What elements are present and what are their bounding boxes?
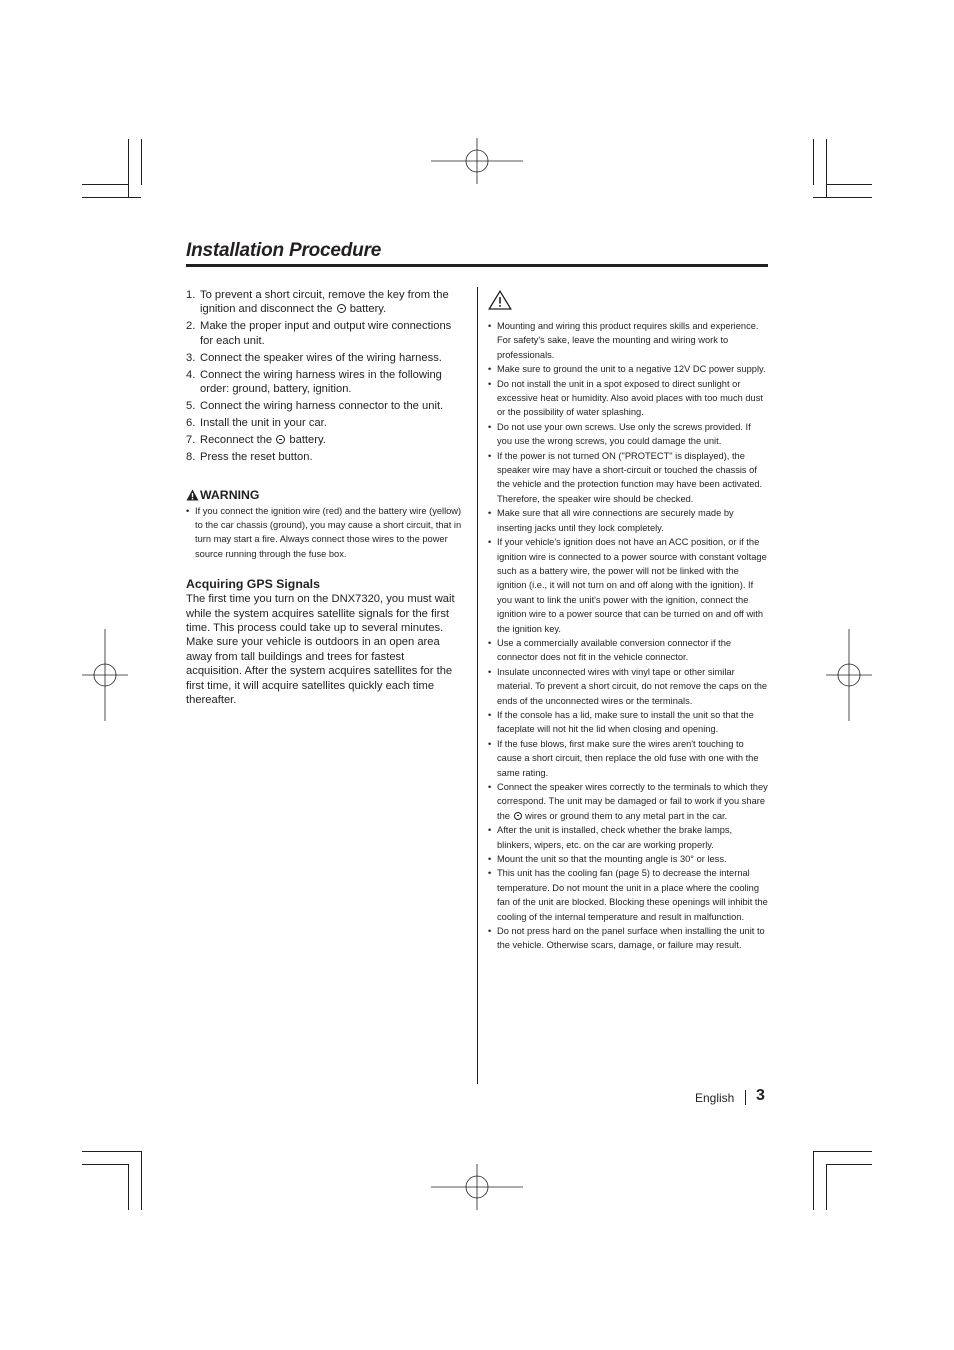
crop-mark (82, 184, 129, 185)
warning-heading-text: WARNING (200, 487, 260, 502)
bullet: • (488, 782, 492, 792)
crop-mark (826, 1164, 872, 1165)
crop-mark (826, 1164, 827, 1210)
list-item-text: Insulate unconnected wires with vinyl tape or other similar material. To prevent a short circuit, do not remove the caps on the ends of the unconnected wires or the terminals. (497, 666, 768, 706)
list-item (488, 362, 768, 376)
list-item (488, 737, 768, 780)
list-item-text: Do not press hard on the panel surface when installing the unit to the vehicle. Otherwise scars, damage, or failure may result. (497, 926, 765, 951)
list-item (488, 780, 768, 823)
list-item-text: If the power is not turned ON ("PROTECT" is displayed), the speaker wire may have a short-circuit or touched the chassis of the vehicle and the protection function may have been activated. Therefore, the speaker wire should be checked. (497, 450, 763, 504)
minus-circle-icon (514, 812, 522, 820)
crop-mark (813, 1151, 814, 1210)
step-item (186, 368, 462, 397)
crop-mark (826, 139, 827, 198)
crop-mark (82, 197, 141, 198)
step-item (186, 319, 462, 348)
step-text: Connect the wiring harness wires in the following order: ground, battery, ignition. (200, 368, 442, 396)
list-item (488, 708, 768, 737)
bullet: • (488, 537, 492, 548)
bullet: • (488, 508, 492, 519)
registration-mark-icon (431, 138, 523, 184)
page-title: Installation Procedure (186, 240, 382, 261)
right-column (488, 290, 768, 953)
column-divider (477, 287, 478, 1084)
list-item (488, 506, 768, 535)
crop-mark (813, 1151, 872, 1152)
crop-mark (128, 139, 129, 198)
list-item-text: If the console has a lid, make sure to install the unit so that the faceplate will not hit the lid when closing and opening. (497, 709, 754, 735)
bullet: • (488, 321, 492, 331)
minus-circle-icon (276, 435, 285, 444)
list-item (488, 377, 768, 420)
installation-steps (186, 288, 462, 465)
list-item-text: After the unit is installed, check whether the brake lamps, blinkers, wipers, etc. on the car are working properly. (497, 825, 733, 850)
gps-body: The first time you turn on the DNX7320, you must wait while the system acquires satellite signals for the first time. This process could take up to several minutes. Make sure your vehicle is outdoors in an open area away from tall buildings and trees for fastest acquisition. After the system acquires satellites for the first time, it will acquire satellites quickly each time thereafter. (186, 593, 455, 707)
step-text: Make the proper input and output wire connections for each unit. (200, 320, 452, 347)
bullet: • (488, 868, 492, 879)
left-column (186, 288, 462, 708)
title-rule (186, 264, 768, 267)
list-item-text: If you connect the ignition wire (red) and the battery wire (yellow) to the car chassis (ground), you may cause a short circuit, that in turn may start a fire. Always connect those wires to the power source running through the fuse box. (195, 505, 462, 559)
crop-mark (813, 139, 814, 185)
list-item-text: Connect the speaker wires correctly to the terminals to which they correspond. The unit may be damaged or fail to work if you share the (497, 782, 768, 821)
list-item-text: Do not use your own screws. Use only the screws provided. If you use the wrong screws, you could damage the unit. (497, 421, 751, 447)
step-number: 4. (186, 368, 196, 381)
list-item-text: If the fuse blows, first make sure the wires aren't touching to cause a short circuit, then replace the old fuse with one with the same rating. (497, 738, 759, 778)
list-item-text: This unit has the cooling fan (page 5) to decrease the internal temperature. Do not mount the unit in a place where the cooling fan of the unit are blocked. Blocking these openings will inhibit the cooling of the internal temperature and result in malfunction. (497, 868, 768, 922)
footer-divider (745, 1090, 746, 1105)
step-item (186, 288, 462, 317)
bullet: • (488, 666, 492, 677)
bullet: • (488, 825, 492, 836)
list-item-text: Do not install the unit in a spot exposed to direct sunlight or excessive heat or humidity. Also avoid places with too much dust or the possibility of water splashing. (497, 378, 763, 418)
bullet: • (488, 450, 492, 461)
page-number: 3 (756, 1087, 765, 1104)
crop-mark (813, 197, 872, 198)
step-item (186, 351, 462, 365)
list-item (488, 535, 768, 636)
step-number: 2. (186, 320, 196, 333)
list-item (488, 420, 768, 449)
minus-circle-icon (337, 304, 346, 313)
list-item-text: Make sure that all wire connections are securely made by inserting jacks until they lock completely. (497, 508, 734, 533)
step-text: Connect the speaker wires of the wiring harness. (200, 351, 442, 364)
warning-triangle-icon (186, 489, 199, 501)
step-item (186, 399, 462, 413)
crop-mark (826, 184, 872, 185)
list-item (186, 504, 462, 562)
registration-mark-icon (82, 629, 128, 721)
footer-language: English (695, 1091, 735, 1105)
bullet: • (488, 421, 492, 432)
step-text: Install the unit in your car. (200, 417, 327, 430)
list-item (488, 665, 768, 708)
list-item-text: If your vehicle's ignition does not have an ACC position, or if the ignition wire is connected to a power source with constant voltage such as a battery wire, the power will not be linked with the ignition (i.e., it will not turn on and off along with the ignition). If you want to link the unit's power with the ignition, connect the ignition wire to a power source that can be turned on and off with the ignition key. (497, 537, 767, 634)
step-text: battery. (289, 434, 326, 447)
list-item-text: Mounting and wiring this product requires skills and experience. For safety's sake, leave the mounting and wiring work to professionals. (497, 321, 759, 360)
step-text: To prevent a short circuit, remove the key from the ignition and disconnect the (200, 289, 449, 316)
bullet: • (186, 505, 190, 516)
bullet: • (488, 854, 492, 865)
step-number: 1. (186, 289, 196, 301)
list-item (488, 852, 768, 866)
crop-mark (82, 1151, 141, 1152)
bullet: • (488, 378, 492, 389)
step-number: 3. (186, 351, 196, 364)
registration-mark-icon (826, 629, 872, 721)
bullet: • (488, 738, 492, 749)
crop-mark (82, 1164, 129, 1165)
step-item (186, 433, 462, 447)
list-item-text: Make sure to ground the unit to a negative 12V DC power supply. (497, 364, 766, 375)
step-number: 7. (186, 434, 196, 447)
list-item-text: Use a commercially available conversion connector if the connector does not fit in the vehicle connector. (497, 637, 732, 663)
bullet: • (488, 926, 492, 937)
caution-triangle-icon (488, 290, 512, 310)
crop-mark (141, 1151, 142, 1210)
warning-list (186, 504, 462, 562)
gps-heading: Acquiring GPS Signals (186, 577, 320, 592)
crop-mark (141, 139, 142, 185)
list-item (488, 924, 768, 953)
step-text: Connect the wiring harness connector to the unit. (200, 400, 444, 413)
list-item (488, 449, 768, 507)
list-item-text: wires or ground them to any metal part in the car. (525, 810, 728, 821)
list-item-text: Mount the unit so that the mounting angle is 30° or less. (497, 854, 727, 865)
bullet: • (488, 637, 492, 648)
list-item (488, 636, 768, 665)
step-item (186, 416, 462, 430)
bullet: • (488, 364, 492, 375)
registration-mark-icon (431, 1164, 523, 1210)
step-text: battery. (349, 303, 387, 316)
warning-heading (186, 488, 462, 502)
bullet: • (488, 709, 492, 720)
list-item (488, 319, 768, 362)
step-number: 8. (186, 451, 196, 464)
step-text: Reconnect the (200, 434, 273, 447)
step-number: 5. (186, 400, 196, 413)
crop-mark (128, 1164, 129, 1210)
step-item (186, 450, 462, 464)
list-item (488, 866, 768, 924)
list-item (488, 823, 768, 852)
caution-list (488, 319, 768, 953)
step-number: 6. (186, 417, 196, 430)
step-text: Press the reset button. (200, 451, 313, 464)
